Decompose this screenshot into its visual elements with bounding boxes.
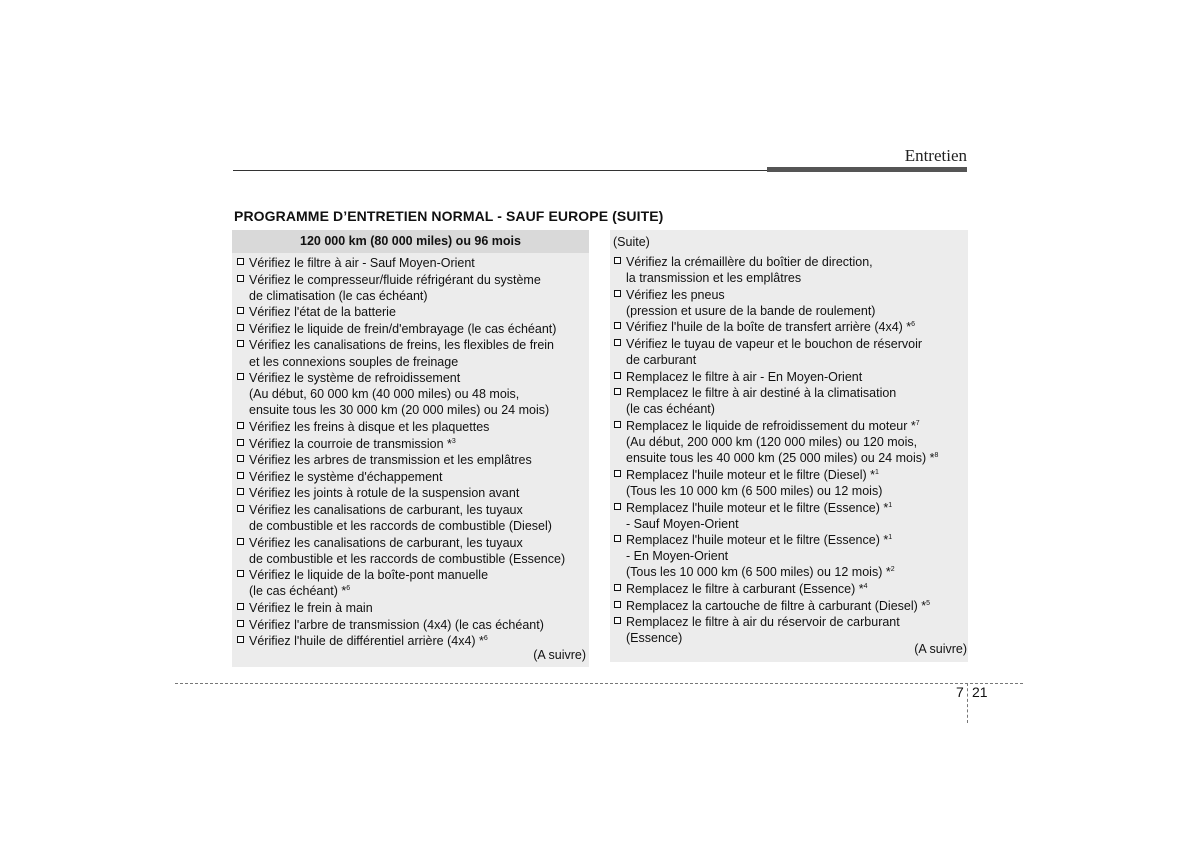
item-line: Vérifiez les canalisations de freins, les flexibles de frein bbox=[249, 338, 555, 353]
item-line: Vérifiez le liquide de frein/d'embrayage (le cas échéant) bbox=[249, 321, 557, 336]
checklist-item bbox=[613, 532, 964, 580]
section-title: PROGRAMME D’ENTRETIEN NORMAL - SAUF EUROPE (SUITE) bbox=[234, 208, 664, 224]
item-line: Vérifiez l'état de la batterie bbox=[249, 305, 396, 320]
checklist-item bbox=[613, 614, 964, 646]
checklist-item bbox=[613, 500, 964, 532]
checkbox-bullet-icon bbox=[614, 421, 621, 428]
checkbox-bullet-icon bbox=[237, 307, 244, 314]
item-line: - Sauf Moyen-Orient bbox=[626, 516, 739, 531]
footnote-ref: 6 bbox=[911, 321, 916, 329]
checkbox-bullet-icon bbox=[237, 258, 244, 265]
item-line: de combustible et les raccords de combustible (Essence) bbox=[249, 551, 566, 566]
footnote-ref: 4 bbox=[863, 582, 868, 590]
item-line: de combustible et les raccords de combustible (Diesel) bbox=[249, 519, 552, 533]
checklist-item bbox=[236, 535, 585, 567]
item-line: (le cas échéant) bbox=[626, 402, 715, 417]
item-line: (Au début, 60 000 km (40 000 miles) ou 48 mois, bbox=[249, 387, 520, 402]
item-line: Vérifiez le système de refroidissement bbox=[249, 371, 461, 386]
footnote-ref: 1 bbox=[875, 468, 879, 476]
checkbox-bullet-icon bbox=[237, 340, 244, 347]
checklist-item bbox=[613, 369, 964, 385]
suite-label: (Suite) bbox=[613, 235, 650, 249]
checkbox-bullet-icon bbox=[237, 620, 244, 627]
checklist-item bbox=[236, 485, 585, 501]
item-line: ensuite tous les 30 000 km (20 000 miles) ou 24 mois) bbox=[249, 403, 550, 418]
item-line: Vérifiez le tuyau de vapeur et le bouchon de réservoir bbox=[626, 337, 923, 352]
checklist-item bbox=[236, 321, 585, 337]
item-line: (Tous les 10 000 km (6 500 miles) ou 12 mois) bbox=[626, 483, 883, 498]
item-line: Vérifiez les joints à rotule de la suspension avant bbox=[249, 486, 520, 501]
item-line: Vérifiez l'arbre de transmission (4x4) (le cas échéant) bbox=[249, 617, 544, 632]
footnote-ref: 2 bbox=[890, 566, 895, 574]
item-line: Remplacez le filtre à air destiné à la climatisation bbox=[626, 386, 897, 401]
checkbox-bullet-icon bbox=[614, 322, 621, 329]
left-column bbox=[232, 230, 589, 667]
checklist-item bbox=[236, 436, 585, 452]
checkbox-bullet-icon bbox=[237, 422, 244, 429]
checklist-item bbox=[613, 467, 964, 499]
footnote-ref: 1 bbox=[888, 534, 893, 542]
checkbox-bullet-icon bbox=[237, 324, 244, 331]
checklist-item bbox=[613, 254, 964, 286]
right-column-body bbox=[610, 230, 968, 646]
item-line: Vérifiez le filtre à air - Sauf Moyen-Orient bbox=[249, 256, 475, 270]
item-line: Vérifiez l'huile de différentiel arrière (4x4) *$^6$ bbox=[249, 634, 488, 649]
footnote-ref: 1 bbox=[888, 501, 893, 509]
checkbox-bullet-icon bbox=[237, 373, 244, 380]
checklist-item bbox=[613, 598, 964, 614]
right-checklist bbox=[613, 254, 964, 646]
item-line: Remplacez l'huile moteur et le filtre (Essence) *$^1$ bbox=[626, 533, 893, 548]
item-line: Vérifiez la courroie de transmission *$^3$ bbox=[249, 436, 456, 451]
item-line: Vérifiez le compresseur/fluide réfrigérant du système bbox=[249, 272, 541, 287]
checklist-item bbox=[236, 469, 585, 485]
item-line: de climatisation (le cas échéant) bbox=[249, 288, 428, 303]
left-column-body bbox=[232, 253, 589, 649]
item-line: Vérifiez le liquide de la boîte-pont manuelle bbox=[249, 568, 489, 583]
item-line: Vérifiez la crémaillère du boîtier de direction, bbox=[626, 255, 873, 270]
checkbox-bullet-icon bbox=[614, 388, 621, 395]
item-line: Vérifiez les freins à disque et les plaquettes bbox=[249, 419, 490, 434]
checklist-item bbox=[236, 502, 585, 534]
checkbox-bullet-icon bbox=[237, 472, 244, 479]
checkbox-bullet-icon bbox=[614, 535, 621, 542]
item-line: ensuite tous les 40 000 km (25 000 miles) ou 24 mois) *$^8$ bbox=[626, 451, 939, 466]
checkbox-bullet-icon bbox=[237, 275, 244, 282]
chapter-title: Entretien bbox=[904, 146, 967, 165]
continued-note-left: (A suivre) bbox=[533, 647, 586, 662]
item-line: Remplacez l'huile moteur et le filtre (Essence) *$^1$ bbox=[626, 500, 893, 515]
item-line: Vérifiez les pneus bbox=[626, 287, 725, 302]
checkbox-bullet-icon bbox=[614, 617, 621, 624]
item-line: la transmission et les emplâtres bbox=[626, 271, 802, 286]
checklist-item bbox=[236, 370, 585, 418]
footnote-ref: 5 bbox=[926, 599, 931, 607]
checkbox-bullet-icon bbox=[237, 538, 244, 545]
checkbox-bullet-icon bbox=[614, 601, 621, 608]
item-line: Vérifiez les canalisations de carburant, les tuyaux bbox=[249, 502, 523, 517]
checklist-item bbox=[236, 617, 585, 633]
checklist-item bbox=[236, 337, 585, 369]
checklist-item bbox=[613, 319, 964, 335]
checklist-item bbox=[236, 255, 585, 271]
item-line: Vérifiez le frein à main bbox=[249, 600, 373, 615]
checkbox-bullet-icon bbox=[237, 455, 244, 462]
item-line: (Essence) bbox=[626, 631, 683, 646]
item-line: Remplacez le filtre à air - En Moyen-Orient bbox=[626, 369, 863, 384]
page-number: 21 bbox=[972, 684, 988, 700]
checklist-item bbox=[236, 272, 585, 304]
item-line: (Tous les 10 000 km (6 500 miles) ou 12 mois) *$^2$ bbox=[626, 565, 895, 580]
left-checklist bbox=[236, 255, 585, 649]
checkbox-bullet-icon bbox=[614, 290, 621, 297]
footnote-ref: 6 bbox=[483, 635, 488, 643]
item-line: Remplacez le filtre à carburant (Essence) *$^4$ bbox=[626, 581, 868, 596]
item-line: Vérifiez les arbres de transmission et les emplâtres bbox=[249, 453, 532, 468]
footnote-ref: 7 bbox=[915, 420, 920, 428]
header-rule-thick bbox=[767, 167, 967, 172]
footnote-ref: 8 bbox=[934, 452, 939, 460]
checkbox-bullet-icon bbox=[237, 488, 244, 495]
checkbox-bullet-icon bbox=[237, 570, 244, 577]
footnote-ref: 6 bbox=[346, 585, 351, 593]
continued-note-right: (A suivre) bbox=[914, 641, 967, 656]
checklist-item bbox=[236, 419, 585, 435]
checkbox-bullet-icon bbox=[614, 470, 621, 477]
checklist-item bbox=[236, 304, 585, 320]
footer-dotted-divider bbox=[967, 683, 968, 723]
checklist-item bbox=[236, 567, 585, 599]
checkbox-bullet-icon bbox=[614, 503, 621, 510]
checklist-item bbox=[236, 452, 585, 468]
item-line: (pression et usure de la bande de roulement) bbox=[626, 303, 876, 318]
checkbox-bullet-icon bbox=[614, 257, 621, 264]
checklist-item bbox=[236, 600, 585, 616]
item-line: de carburant bbox=[626, 353, 697, 368]
right-column bbox=[610, 230, 968, 662]
interval-heading: 120 000 km (80 000 miles) ou 96 mois bbox=[232, 230, 589, 253]
footnote-ref: 3 bbox=[451, 437, 456, 445]
checklist-item bbox=[613, 581, 964, 597]
checkbox-bullet-icon bbox=[614, 584, 621, 591]
checkbox-bullet-icon bbox=[237, 603, 244, 610]
checklist-item bbox=[613, 336, 964, 368]
chapter-number: 7 bbox=[956, 684, 964, 700]
checkbox-bullet-icon bbox=[237, 505, 244, 512]
item-line: (Au début, 200 000 km (120 000 miles) ou 120 mois, bbox=[626, 435, 918, 450]
item-line: - En Moyen-Orient bbox=[626, 549, 729, 564]
item-line: Vérifiez le système d'échappement bbox=[249, 469, 443, 484]
item-line: et les connexions souples de freinage bbox=[249, 354, 459, 369]
item-line: Remplacez la cartouche de filtre à carburant (Diesel) *$^5$ bbox=[626, 598, 931, 613]
item-line: Remplacez le liquide de refroidissement du moteur *$^7$ bbox=[626, 419, 920, 434]
item-line: Remplacez l'huile moteur et le filtre (Diesel) *$^1$ bbox=[626, 467, 879, 482]
checkbox-bullet-icon bbox=[237, 439, 244, 446]
item-line: Remplacez le filtre à air du réservoir de carburant bbox=[626, 615, 900, 630]
checkbox-bullet-icon bbox=[614, 372, 621, 379]
item-line: (le cas échéant) *$^6$ bbox=[249, 584, 351, 599]
item-line: Vérifiez l'huile de la boîte de transfert arrière (4x4) *$^6$ bbox=[626, 320, 916, 335]
checklist-item bbox=[613, 287, 964, 319]
checkbox-bullet-icon bbox=[614, 339, 621, 346]
checklist-item bbox=[613, 385, 964, 417]
checkbox-bullet-icon bbox=[237, 636, 244, 643]
footer-dotted-rule bbox=[175, 683, 1023, 684]
item-line: Vérifiez les canalisations de carburant, les tuyaux bbox=[249, 535, 523, 550]
checklist-item bbox=[613, 418, 964, 466]
header-rule-thin bbox=[233, 170, 767, 171]
